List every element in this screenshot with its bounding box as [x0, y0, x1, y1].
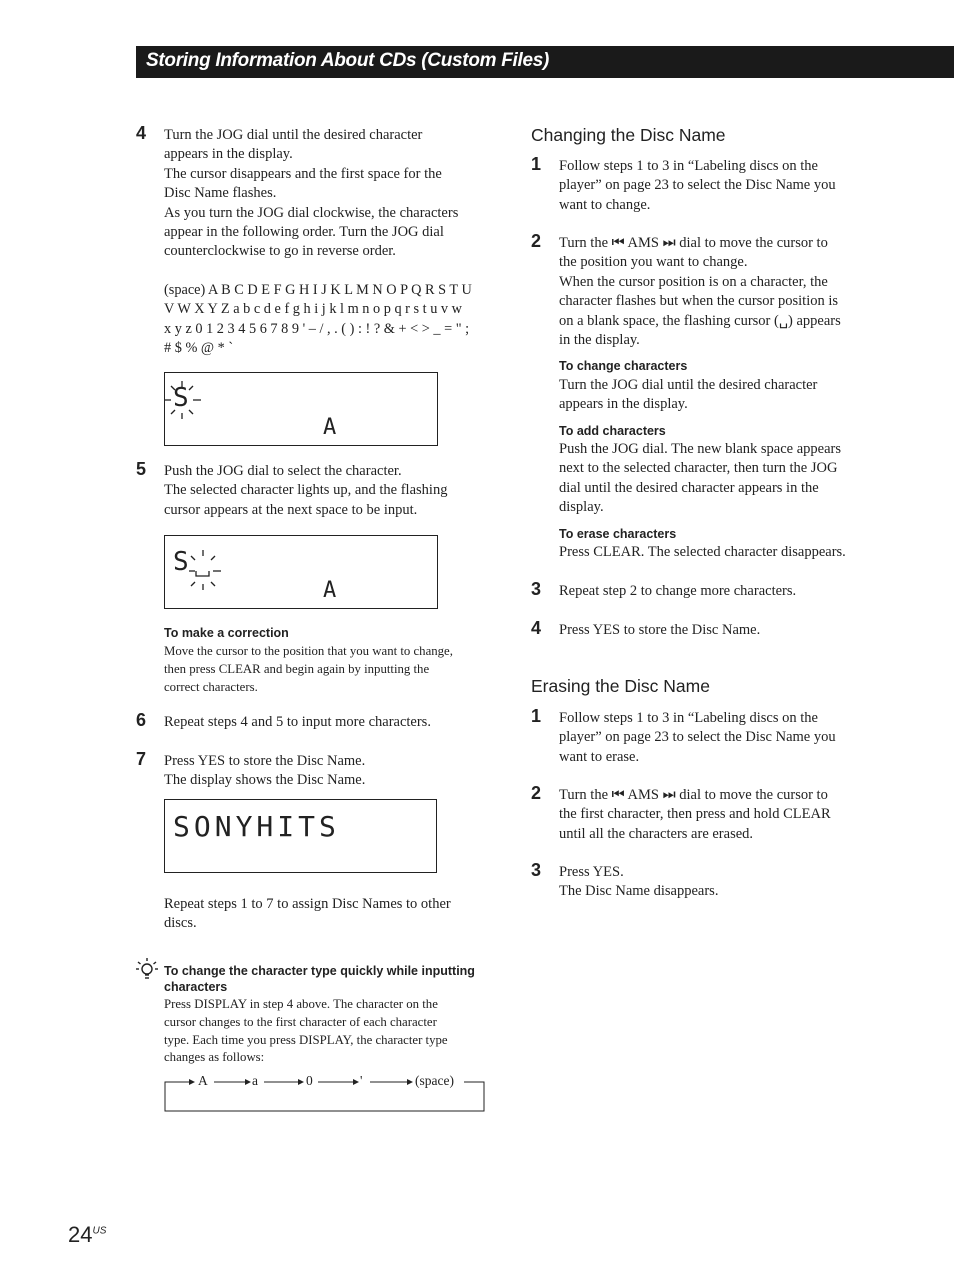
add-chars-text: Push the JOG dial. The new blank space appears next to the selected character, then turn the JOG dial until the desired character appears in the display. [559, 441, 842, 516]
header-bar [136, 46, 954, 78]
lcd-display-1 [164, 372, 438, 446]
lcd-disc-name: SONYHITS [173, 810, 340, 843]
section-title-changing: Changing the Disc Name [531, 125, 726, 145]
flow-item: A [198, 1073, 208, 1088]
step-text: Turn the ⏮ AMS ⏭ dial to move the cursor to the position you want to change. When the cursor position is on a character, the character flashes but when the cursor position is on a blank space, the flashing cursor (␣) appears in the display. [559, 235, 841, 349]
step-text: Press YES to store the Disc Name. The display shows the Disc Name. [164, 753, 366, 789]
step-number: 2 [531, 783, 542, 803]
tip-title: To change the character type quickly while inputting characters [164, 964, 475, 994]
flow-item: 0 [306, 1073, 313, 1088]
step-number: 4 [136, 123, 147, 143]
lcd-char: S [173, 547, 194, 577]
lcd-mode: A [323, 578, 342, 603]
correction-text: Move the cursor to the position that you want to change, then press CLEAR and begin again by inputting the correct characters. [164, 644, 453, 694]
step-text: Press YES to store the Disc Name. [559, 622, 761, 638]
step-text: Push the JOG dial to select the character. The selected character lights up, and the flashing cursor appears at the next space to be input. [164, 463, 448, 518]
correction-title: To make a correction [164, 626, 289, 640]
flash-rays-icon [165, 536, 437, 608]
step-text: Turn the ⏮ AMS ⏭ dial to move the cursor to the first character, then press and hold CLEAR until all the characters are erased. [559, 787, 831, 842]
erase-chars-title: To erase characters [559, 527, 677, 541]
step-number: 6 [136, 710, 147, 730]
add-chars-title: To add characters [559, 424, 666, 438]
section-title-erasing: Erasing the Disc Name [531, 676, 710, 696]
step-text: Follow steps 1 to 3 in “Labeling discs on the player” on page 23 to select the Disc Name you want to erase. [559, 710, 836, 765]
character-set: (space) A B C D E F G H I J K L M N O P Q R S T U V W X Y Z a b c d e f g h i j k l m n o p q r s t u v w x y z 0 1 2 3 4 5 6 7 8 9 ' – / , . ( ) : ! ? & + < > _ = " ; # $ % @ * ` [164, 282, 472, 357]
repeat-note: Repeat steps 1 to 7 to assign Disc Names to other discs. [164, 896, 451, 932]
flow-item: (space) [415, 1073, 454, 1088]
lcd-display-2 [164, 535, 438, 609]
step-number: 3 [531, 579, 542, 599]
flow-item: a [252, 1073, 258, 1088]
step-text: Turn the JOG dial until the desired character appears in the display. The cursor disappears and the first space for the Disc Name flashes. As you turn the JOG dial clockwise, the characters appear in the following order. Turn the JOG dial counterclockwise to go in reverse order. [164, 127, 459, 260]
lcd-char: S [173, 383, 194, 413]
step-number: 2 [531, 231, 542, 251]
step-text: Follow steps 1 to 3 in “Labeling discs on the player” on page 23 to select the Disc Name you want to change. [559, 158, 836, 213]
step-text: Repeat steps 4 and 5 to input more characters. [164, 714, 431, 730]
step-text: Press YES. The Disc Name disappears. [559, 864, 719, 900]
tip-text: Press DISPLAY in step 4 above. The character on the cursor changes to the first character of each character type. Each time you press DISPLAY, the character type changes as follows: [164, 997, 448, 1065]
step-text: Repeat step 2 to change more characters. [559, 583, 797, 599]
change-chars-text: Turn the JOG dial until the desired character appears in the display. [559, 377, 818, 413]
erase-chars-text: Press CLEAR. The selected character disappears. [559, 544, 846, 560]
flow-item: ' [360, 1073, 363, 1088]
step-number: 5 [136, 459, 147, 479]
character-type-flow [164, 1071, 486, 1112]
change-chars-title: To change characters [559, 359, 688, 373]
step-number: 7 [136, 749, 147, 769]
step-number: 1 [531, 706, 542, 726]
tip-lightbulb-icon [136, 957, 158, 981]
lcd-mode: A [323, 415, 342, 440]
lcd-display-3 [164, 799, 437, 873]
page-title: Storing Information About CDs (Custom Files) [146, 50, 550, 71]
page-number [68, 1222, 106, 1248]
step-number: 4 [531, 618, 542, 638]
step-number: 1 [531, 154, 542, 174]
page-number-suffix: US [92, 1225, 107, 1237]
page-number-value: 24 [68, 1222, 93, 1247]
flash-rays-icon [165, 373, 437, 445]
step-number: 3 [531, 860, 542, 880]
